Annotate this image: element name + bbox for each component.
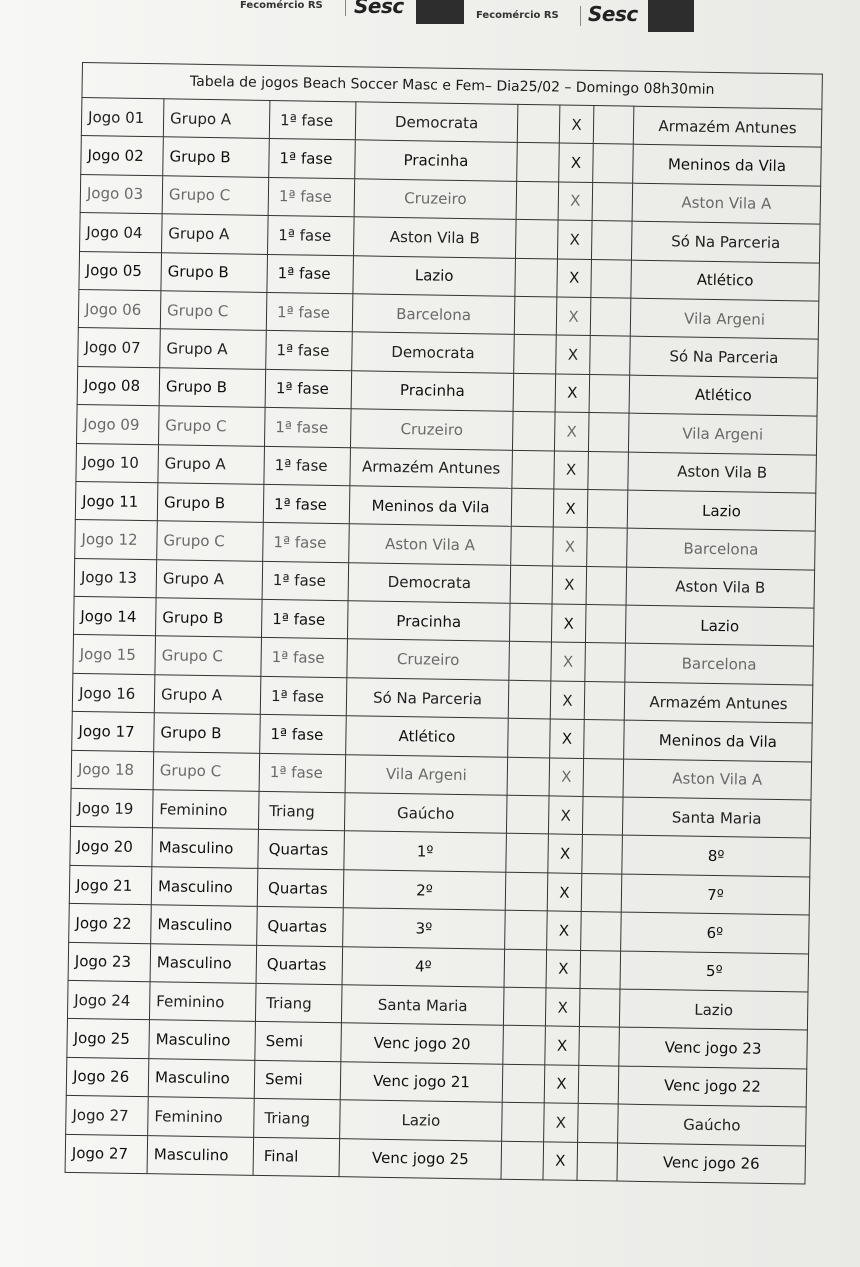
- game-number-cell: Jogo 26: [66, 1057, 149, 1097]
- game-number-cell: Jogo 01: [81, 98, 164, 138]
- game-number-cell: Jogo 27: [65, 1134, 148, 1174]
- phase-cell: Quartas: [257, 868, 344, 908]
- game-number-cell: Jogo 05: [79, 251, 162, 291]
- phase-cell: Final: [253, 1137, 340, 1177]
- home-team-cell: Santa Maria: [341, 985, 504, 1026]
- group-cell: Grupo C: [155, 636, 262, 676]
- score-away-cell: [577, 1142, 618, 1181]
- game-number-cell: Jogo 08: [77, 366, 160, 406]
- score-home-cell: [509, 603, 552, 642]
- score-away-cell: [585, 605, 626, 644]
- versus-cell: X: [553, 489, 588, 528]
- score-home-cell: [505, 910, 548, 949]
- versus-cell: X: [554, 450, 589, 489]
- away-team-cell: Venc jogo 23: [619, 1027, 808, 1068]
- group-cell: Feminino: [152, 790, 259, 830]
- versus-cell: X: [556, 335, 591, 374]
- table-title: Tabela de jogos Beach Soccer Masc e Fem– Dia25/02 – Domingo 08h30min: [82, 63, 822, 110]
- group-cell: Grupo C: [160, 291, 267, 331]
- score-away-cell: [579, 1027, 620, 1066]
- home-team-cell: Barcelona: [352, 294, 515, 335]
- score-home-cell: [508, 680, 551, 719]
- group-cell: Grupo B: [154, 713, 261, 753]
- home-team-cell: Atlético: [346, 716, 509, 757]
- game-number-cell: Jogo 27: [66, 1096, 149, 1136]
- game-number-cell: Jogo 23: [68, 942, 151, 982]
- away-team-cell: Venc jogo 26: [617, 1143, 806, 1184]
- away-team-cell: 7º: [621, 874, 810, 915]
- game-number-cell: Jogo 22: [69, 904, 152, 944]
- game-number-cell: Jogo 06: [78, 289, 161, 329]
- game-number-cell: Jogo 12: [75, 520, 158, 560]
- score-away-cell: [582, 796, 623, 835]
- score-home-cell: [501, 1141, 544, 1180]
- home-team-cell: Democrata: [348, 562, 511, 603]
- score-home-cell: [514, 335, 557, 374]
- score-home-cell: [512, 411, 555, 450]
- home-team-cell: Cruzeiro: [350, 409, 513, 450]
- home-team-cell: Só Na Parceria: [346, 678, 509, 719]
- versus-cell: X: [558, 182, 593, 221]
- phase-cell: 1ª fase: [263, 523, 350, 563]
- home-team-cell: 3º: [343, 908, 506, 949]
- group-cell: Masculino: [151, 867, 258, 907]
- phase-cell: 1ª fase: [266, 292, 353, 332]
- away-team-cell: Vila Argeni: [628, 413, 817, 454]
- phase-cell: 1ª fase: [259, 753, 346, 793]
- score-away-cell: [579, 988, 620, 1027]
- home-team-cell: Armazém Antunes: [350, 447, 513, 488]
- away-team-cell: Gaúcho: [618, 1104, 807, 1145]
- group-cell: Grupo B: [155, 598, 262, 638]
- away-team-cell: Venc jogo 22: [618, 1066, 807, 1107]
- versus-cell: X: [550, 719, 585, 758]
- score-home-cell: [508, 719, 551, 758]
- home-team-cell: Lazio: [340, 1100, 503, 1141]
- game-number-cell: Jogo 04: [80, 213, 163, 253]
- score-away-cell: [582, 835, 623, 874]
- game-number-cell: Jogo 10: [76, 443, 159, 483]
- score-home-cell: [511, 527, 554, 566]
- versus-cell: X: [551, 642, 586, 681]
- game-number-cell: Jogo 18: [71, 750, 154, 790]
- game-number-cell: Jogo 09: [77, 405, 160, 445]
- phase-cell: Triang: [258, 791, 345, 831]
- score-home-cell: [510, 565, 553, 604]
- versus-cell: X: [554, 412, 589, 451]
- game-number-cell: Jogo 21: [69, 865, 152, 905]
- versus-cell: X: [548, 834, 583, 873]
- sesc-logo: Sesc: [354, 0, 404, 18]
- phase-cell: Triang: [254, 1098, 341, 1138]
- score-away-cell: [581, 873, 622, 912]
- home-team-cell: Venc jogo 21: [340, 1061, 503, 1102]
- score-home-cell: [505, 872, 548, 911]
- score-away-cell: [588, 413, 629, 452]
- score-away-cell: [584, 720, 625, 759]
- score-home-cell: [504, 949, 547, 988]
- score-away-cell: [583, 758, 624, 797]
- score-away-cell: [590, 336, 631, 375]
- group-cell: Grupo B: [161, 252, 268, 292]
- score-home-cell: [514, 296, 557, 335]
- versus-cell: X: [551, 604, 586, 643]
- versus-cell: X: [545, 1026, 580, 1065]
- score-home-cell: [507, 757, 550, 796]
- game-number-cell: Jogo 15: [73, 635, 156, 675]
- schedule-sheet: [64, 62, 830, 1229]
- phase-cell: 1ª fase: [264, 408, 351, 448]
- away-team-cell: Lazio: [625, 605, 814, 646]
- game-number-cell: Jogo 16: [72, 673, 155, 713]
- group-cell: Grupo A: [158, 444, 265, 484]
- group-cell: Masculino: [149, 1020, 256, 1060]
- versus-cell: X: [547, 873, 582, 912]
- phase-cell: 1ª fase: [268, 216, 355, 256]
- away-team-cell: Santa Maria: [622, 797, 811, 838]
- away-team-cell: Armazém Antunes: [633, 106, 822, 147]
- away-team-cell: Armazém Antunes: [624, 682, 813, 723]
- game-number-cell: Jogo 20: [70, 827, 153, 867]
- versus-cell: X: [552, 566, 587, 605]
- home-team-cell: Lazio: [353, 255, 516, 296]
- away-team-cell: Vila Argeni: [630, 298, 819, 339]
- home-team-cell: Aston Vila A: [349, 524, 512, 565]
- score-away-cell: [586, 566, 627, 605]
- phase-cell: 1ª fase: [260, 715, 347, 755]
- fecomercio-logo: Fecomércio RS: [240, 0, 323, 11]
- phase-cell: Quartas: [256, 945, 343, 985]
- group-cell: Grupo B: [163, 137, 270, 177]
- logo-photo: [648, 0, 694, 32]
- game-number-cell: Jogo 19: [70, 788, 153, 828]
- away-team-cell: Aston Vila B: [628, 452, 817, 493]
- versus-cell: X: [556, 297, 591, 336]
- score-away-cell: [578, 1065, 619, 1104]
- phase-cell: 1ª fase: [268, 177, 355, 217]
- versus-cell: X: [544, 1103, 579, 1142]
- versus-cell: X: [559, 105, 594, 144]
- game-number-cell: Jogo 03: [80, 174, 163, 214]
- group-cell: Grupo B: [157, 483, 264, 523]
- group-cell: Grupo C: [157, 521, 264, 561]
- home-team-cell: Democrata: [352, 332, 515, 373]
- away-team-cell: Barcelona: [625, 644, 814, 685]
- group-cell: Grupo C: [159, 406, 266, 446]
- logo-photo: [416, 0, 464, 24]
- score-home-cell: [512, 450, 555, 489]
- score-home-cell: [515, 258, 558, 297]
- group-cell: Masculino: [147, 1135, 254, 1175]
- phase-cell: 1ª fase: [265, 369, 352, 409]
- score-home-cell: [502, 1102, 545, 1141]
- group-cell: Masculino: [151, 905, 258, 945]
- away-team-cell: Só Na Parceria: [630, 336, 819, 377]
- score-home-cell: [515, 220, 558, 259]
- away-team-cell: Aston Vila B: [626, 567, 815, 608]
- home-team-cell: 2º: [343, 870, 506, 911]
- score-home-cell: [516, 181, 559, 220]
- versus-cell: X: [544, 1065, 579, 1104]
- versus-cell: X: [547, 911, 582, 950]
- home-team-cell: Aston Vila B: [353, 217, 516, 258]
- score-away-cell: [587, 489, 628, 528]
- group-cell: Masculino: [152, 828, 259, 868]
- versus-cell: X: [546, 950, 581, 989]
- home-team-cell: Cruzeiro: [347, 639, 510, 680]
- score-away-cell: [584, 681, 625, 720]
- game-number-cell: Jogo 02: [81, 136, 164, 176]
- phase-cell: 1ª fase: [267, 254, 354, 294]
- home-team-cell: Pracinha: [347, 601, 510, 642]
- schedule-rows: [65, 98, 822, 1184]
- score-away-cell: [580, 950, 621, 989]
- away-team-cell: 8º: [622, 836, 811, 877]
- schedule-table: [65, 62, 823, 1184]
- phase-cell: 1ª fase: [262, 561, 349, 601]
- logo-divider: [580, 6, 581, 26]
- versus-cell: X: [557, 259, 592, 298]
- game-number-cell: Jogo 13: [74, 558, 157, 598]
- group-cell: Grupo A: [160, 329, 267, 369]
- away-team-cell: Aston Vila A: [623, 759, 812, 800]
- phase-cell: 1ª fase: [269, 100, 356, 140]
- score-away-cell: [593, 106, 634, 145]
- home-team-cell: Pracinha: [355, 140, 518, 181]
- versus-cell: X: [549, 758, 584, 797]
- score-home-cell: [517, 143, 560, 182]
- phase-cell: 1ª fase: [261, 599, 348, 639]
- away-team-cell: Lazio: [627, 490, 816, 531]
- score-away-cell: [581, 912, 622, 951]
- away-team-cell: 6º: [621, 912, 810, 953]
- score-home-cell: [511, 488, 554, 527]
- phase-cell: 1ª fase: [266, 331, 353, 371]
- group-cell: Masculino: [150, 943, 257, 983]
- group-cell: Grupo C: [153, 751, 260, 791]
- game-number-cell: Jogo 14: [74, 597, 157, 637]
- phase-cell: 1ª fase: [263, 484, 350, 524]
- game-number-cell: Jogo 25: [67, 1019, 150, 1059]
- score-away-cell: [588, 451, 629, 490]
- versus-cell: X: [543, 1141, 578, 1180]
- score-home-cell: [517, 104, 560, 143]
- score-home-cell: [506, 795, 549, 834]
- score-home-cell: [502, 1064, 545, 1103]
- score-away-cell: [592, 182, 633, 221]
- home-team-cell: Venc jogo 20: [341, 1023, 504, 1064]
- versus-cell: X: [550, 681, 585, 720]
- group-cell: Grupo B: [159, 367, 266, 407]
- sesc-logo: Sesc: [588, 2, 638, 26]
- away-team-cell: Lazio: [619, 989, 808, 1030]
- group-cell: Feminino: [148, 1097, 255, 1137]
- fecomercio-logo: Fecomércio RS: [476, 10, 559, 21]
- home-team-cell: Venc jogo 25: [339, 1138, 502, 1179]
- game-number-cell: Jogo 24: [67, 980, 150, 1020]
- phase-cell: 1ª fase: [261, 638, 348, 678]
- group-cell: Masculino: [148, 1058, 255, 1098]
- game-number-cell: Jogo 17: [72, 712, 155, 752]
- score-home-cell: [503, 987, 546, 1026]
- group-cell: Grupo A: [163, 99, 270, 139]
- phase-cell: Quartas: [258, 830, 345, 870]
- home-team-cell: Gaúcho: [344, 793, 507, 834]
- versus-cell: X: [557, 220, 592, 259]
- away-team-cell: Atlético: [631, 260, 820, 301]
- score-home-cell: [503, 1026, 546, 1065]
- score-away-cell: [591, 221, 632, 260]
- group-cell: Grupo C: [162, 176, 269, 216]
- home-team-cell: Vila Argeni: [345, 754, 508, 795]
- score-away-cell: [590, 297, 631, 336]
- score-home-cell: [509, 642, 552, 681]
- score-away-cell: [578, 1104, 619, 1143]
- logo-divider: [345, 0, 346, 16]
- game-number-cell: Jogo 07: [78, 328, 161, 368]
- phase-cell: 1ª fase: [269, 139, 356, 179]
- group-cell: Grupo A: [156, 559, 263, 599]
- score-away-cell: [589, 374, 630, 413]
- score-away-cell: [587, 528, 628, 567]
- home-team-cell: Democrata: [355, 102, 518, 143]
- away-team-cell: Atlético: [629, 375, 818, 416]
- away-team-cell: 5º: [620, 951, 809, 992]
- away-team-cell: Meninos da Vila: [633, 145, 822, 186]
- home-team-cell: 4º: [342, 946, 505, 987]
- home-team-cell: Meninos da Vila: [349, 486, 512, 527]
- group-cell: Grupo A: [162, 214, 269, 254]
- phase-cell: Triang: [255, 983, 342, 1023]
- away-team-cell: Meninos da Vila: [624, 720, 813, 761]
- group-cell: Feminino: [149, 982, 256, 1022]
- away-team-cell: Só Na Parceria: [631, 221, 820, 262]
- versus-cell: X: [555, 374, 590, 413]
- score-away-cell: [585, 643, 626, 682]
- phase-cell: 1ª fase: [264, 446, 351, 486]
- versus-cell: X: [559, 143, 594, 182]
- phase-cell: Quartas: [257, 907, 344, 947]
- away-team-cell: Aston Vila A: [632, 183, 821, 224]
- phase-cell: 1ª fase: [260, 676, 347, 716]
- score-away-cell: [591, 259, 632, 298]
- home-team-cell: Pracinha: [351, 371, 514, 412]
- home-team-cell: Cruzeiro: [354, 179, 517, 220]
- group-cell: Grupo A: [154, 675, 261, 715]
- header-logos: [230, 0, 710, 36]
- versus-cell: X: [545, 988, 580, 1027]
- phase-cell: Semi: [255, 1022, 342, 1062]
- versus-cell: X: [548, 796, 583, 835]
- away-team-cell: Barcelona: [627, 528, 816, 569]
- phase-cell: Semi: [254, 1060, 341, 1100]
- home-team-cell: 1º: [344, 831, 507, 872]
- score-home-cell: [506, 834, 549, 873]
- score-away-cell: [593, 144, 634, 183]
- score-home-cell: [513, 373, 556, 412]
- versus-cell: X: [553, 527, 588, 566]
- game-number-cell: Jogo 11: [75, 481, 158, 521]
